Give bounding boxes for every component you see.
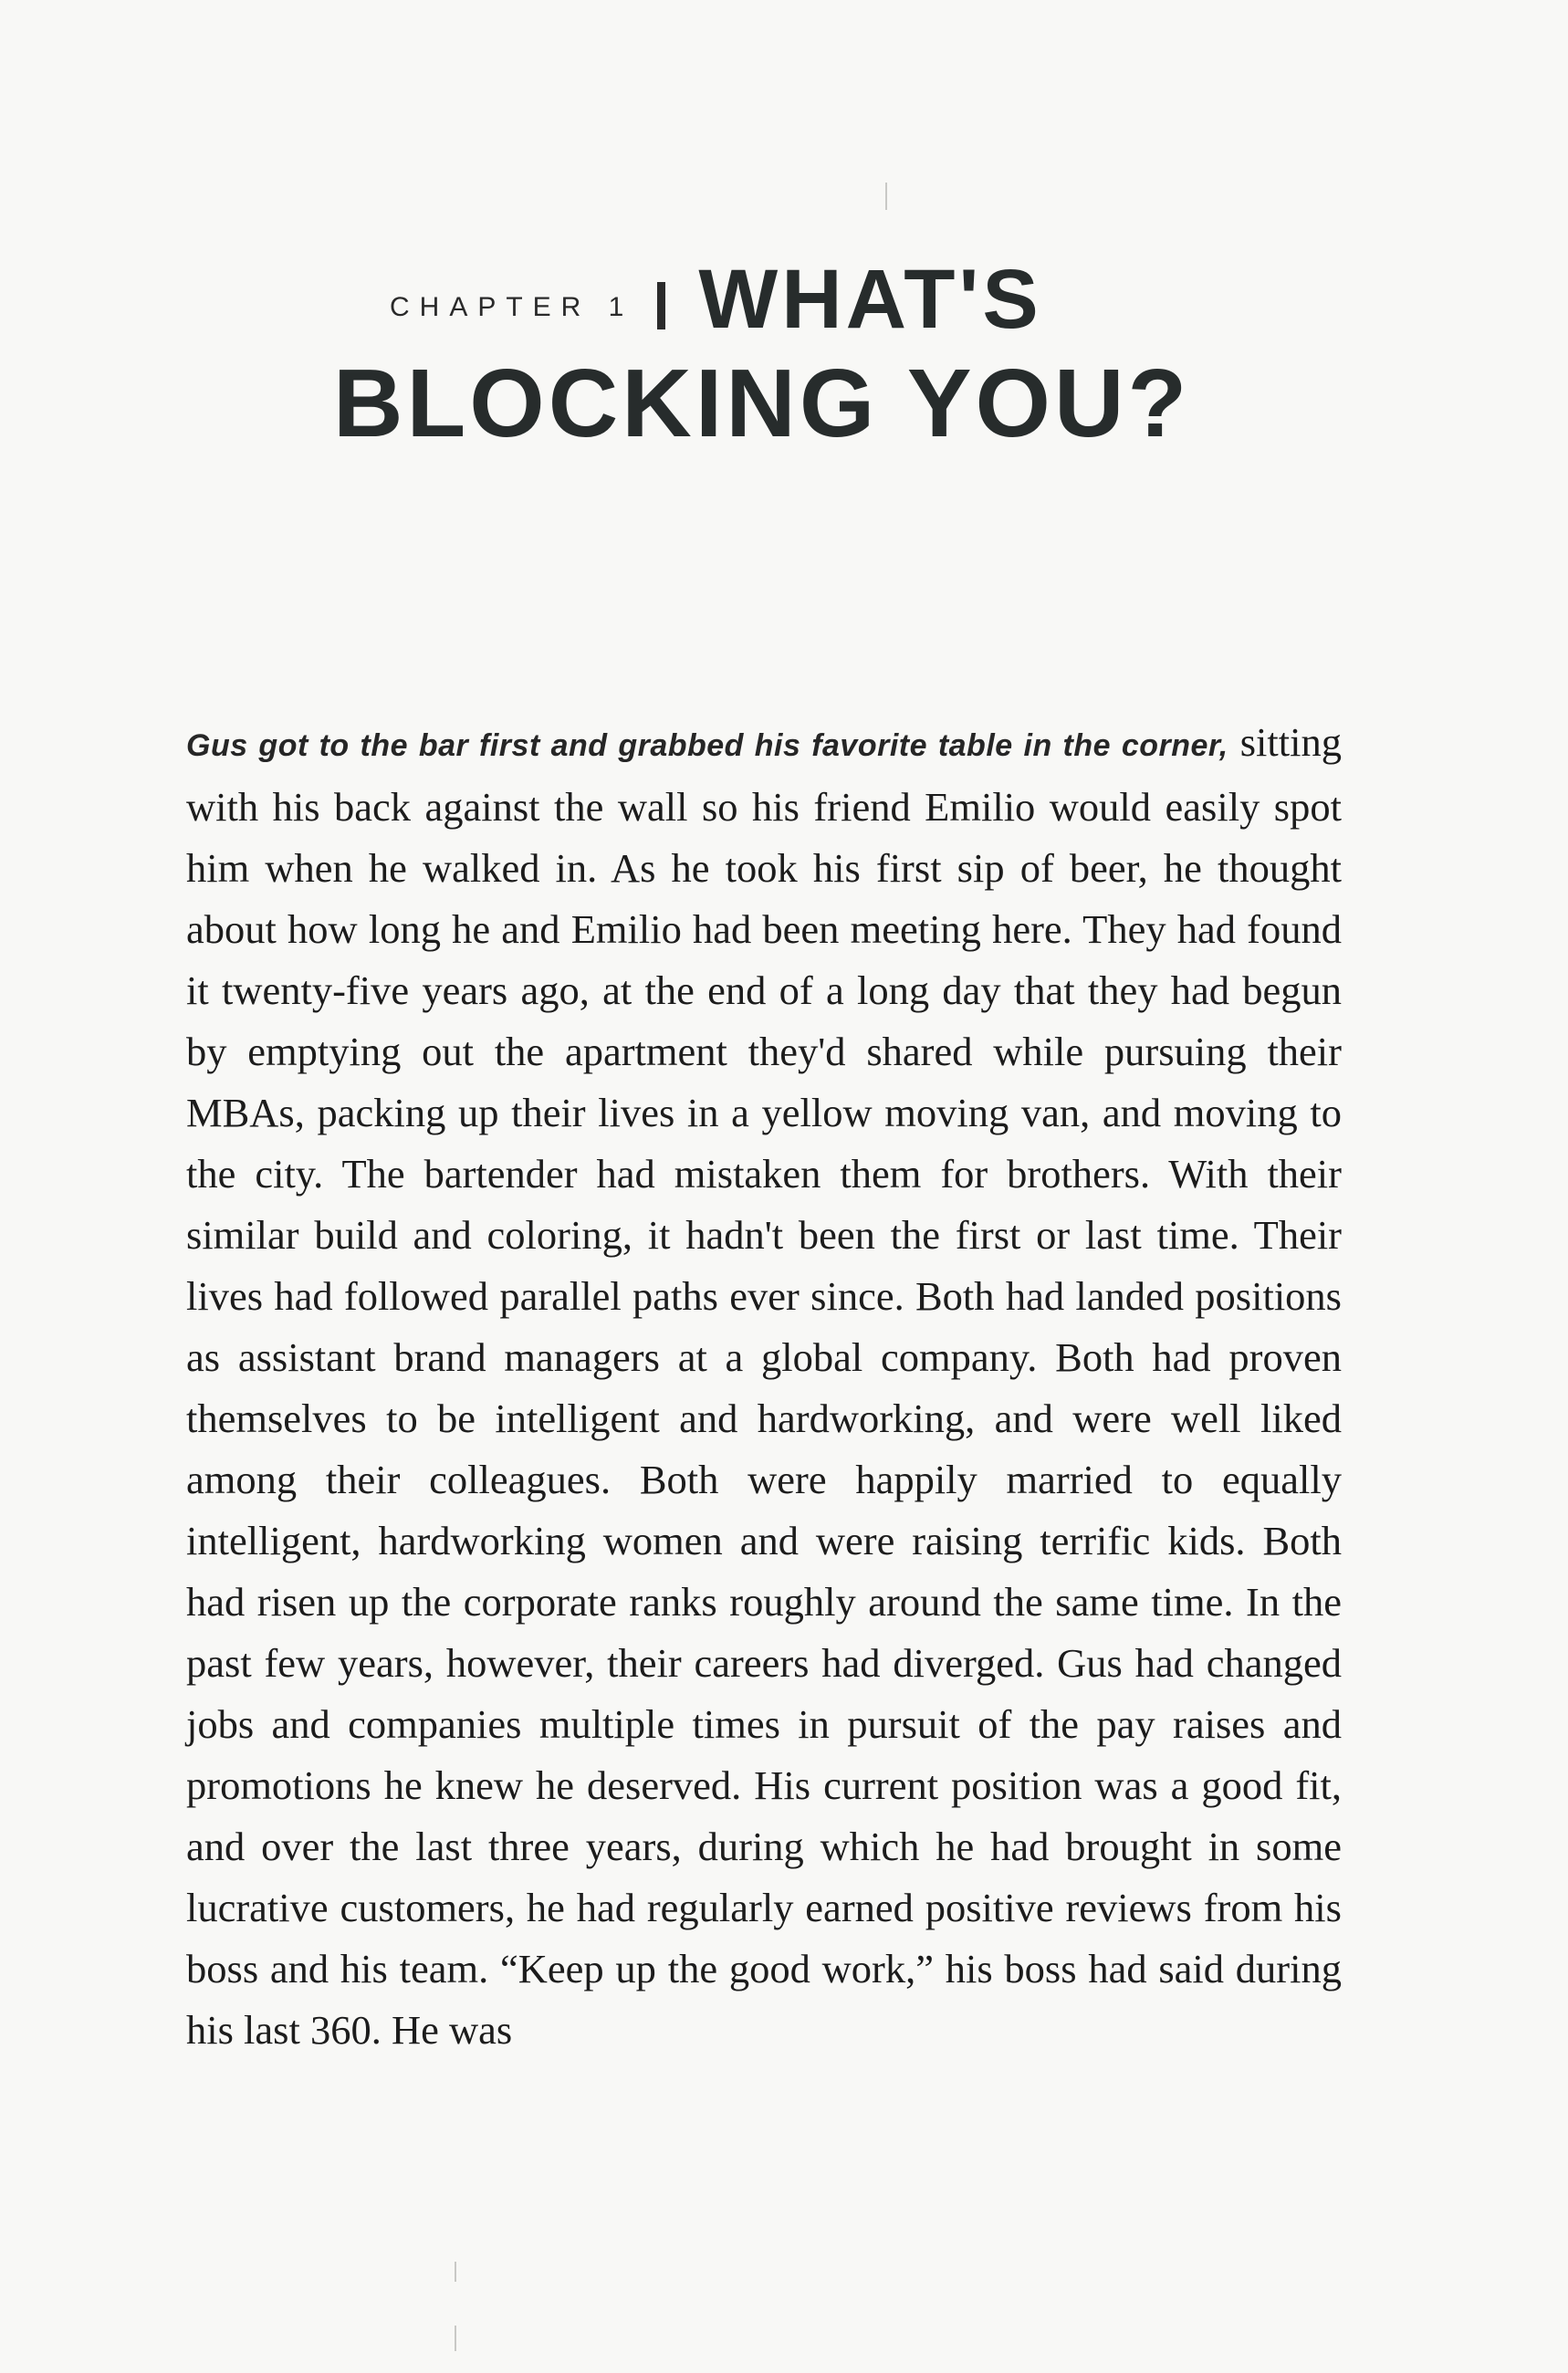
chapter-title-line1: WHAT'S — [698, 252, 1042, 346]
paragraph-text: sitting with his back against the wall so his friend Emilio would easily spot him when he walked in. As he took his first sip of beer, he thought about how long he and Emilio had been meeting here. They had found it twenty-five years ago, at the end of a long day that they had begun by emptying out the apartment they'd shared while pursuing their MBAs, packing up their lives in a yellow moving van, and moving to the city. The bartender had mistaken them for brothers. With their similar build and coloring, it hadn't been the first or last time. Their lives had followed parallel paths ever since. Both had landed positions as assistant brand managers at a global company. Both had proven themselves to be intelligent and hardworking, and were well liked among their colleagues. Both were happily married to equally intelligent, hardworking women and were raising terrific kids. Both had risen up the corporate ranks roughly around the same time. In the past few years, however, their careers had diverged. Gus had changed jobs and companies multiple times in pursuit of the pay raises and promotions he knew he deserved. His current position was a good fit, and over the last three years, during which he had brought in some lucrative customers, he had regularly earned positive reviews from his boss and his team. “Keep up the good work,” his boss had said during his last 360. He was — [186, 719, 1342, 2053]
chapter-separator — [657, 282, 665, 329]
chapter-label: CHAPTER 1 — [390, 292, 634, 322]
lead-in-text: Gus got to the bar first and grabbed his favorite table in the corner, — [186, 728, 1228, 763]
chapter-heading — [333, 245, 1246, 458]
chapter-title-line2: BLOCKING YOU? — [333, 350, 1191, 457]
chapter-heading-line1 — [333, 245, 1246, 354]
scan-artifact-top — [885, 183, 887, 210]
body-paragraph — [186, 712, 1342, 2061]
scan-artifact-bottom — [455, 2262, 456, 2282]
scan-artifact-bottom-2 — [455, 2326, 456, 2351]
